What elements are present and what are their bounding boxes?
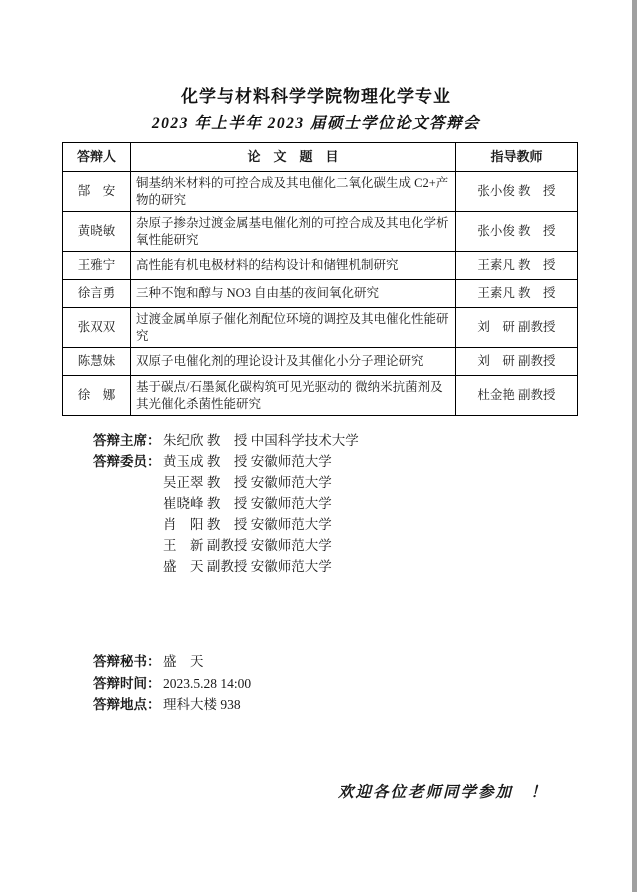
location-line: [93, 694, 251, 716]
member-value: 王 新 副教授 安徽师范大学: [163, 538, 332, 553]
location-value: 理科大楼 938: [163, 697, 241, 712]
header-defender: 答辩人: [63, 143, 131, 172]
advisor-name: 王素凡 教 授: [456, 280, 578, 308]
member-value: 黄玉成 教 授 安徽师范大学: [163, 454, 332, 469]
committee-section: [93, 430, 359, 577]
member-value: 崔晓峰 教 授 安徽师范大学: [163, 496, 332, 511]
secretary-value: 盛 天: [163, 654, 204, 669]
committee-member-line: [93, 535, 359, 556]
welcome-message: 欢迎各位老师同学参加 ！: [338, 784, 549, 801]
table-row: [63, 280, 578, 308]
committee-chair-line: [93, 430, 359, 451]
thesis-title: 过渡金属单原子催化剂配位环境的调控及其电催化性能研究: [131, 308, 456, 348]
thesis-title: 铜基纳米材料的可控合成及其电催化二氧化碳生成 C2+产物的研究: [131, 172, 456, 212]
committee-member-line: [93, 514, 359, 535]
thesis-title: 杂原子掺杂过渡金属基电催化剂的可控合成及其电化学析氧性能研究: [131, 212, 456, 252]
table-row: [63, 172, 578, 212]
table-row: [63, 376, 578, 416]
member-value: 肖 阳 教 授 安徽师范大学: [163, 517, 332, 532]
member-value: 吴正翠 教 授 安徽师范大学: [163, 475, 332, 490]
defender-name: 徐 娜: [63, 376, 131, 416]
thesis-title: 基于碳点/石墨氮化碳构筑可见光驱动的 微纳米抗菌剂及其光催化杀菌性能研究: [131, 376, 456, 416]
thesis-title: 三种不饱和醇与 NO3 自由基的夜间氧化研究: [131, 280, 456, 308]
secretary-line: [93, 651, 251, 673]
header-thesis-title: 论 文 题 目: [131, 143, 456, 172]
member-value: 盛 天 副教授 安徽师范大学: [163, 559, 332, 574]
table-row: [63, 212, 578, 252]
advisor-name: 刘 研 副教授: [456, 308, 578, 348]
advisor-name: 张小俊 教 授: [456, 212, 578, 252]
defender-name: 徐言勇: [63, 280, 131, 308]
time-value: 2023.5.28 14:00: [163, 675, 252, 691]
advisor-name: 杜金艳 副教授: [456, 376, 578, 416]
committee-member-line: [93, 493, 359, 514]
thesis-title: 高性能有机电极材料的结构设计和储锂机制研究: [131, 252, 456, 280]
page-subtitle: 2023 年上半年 2023 届硕士学位论文答辩会: [151, 115, 481, 132]
secretary-label: 答辩秘书：: [93, 654, 161, 669]
defense-info-section: [93, 651, 251, 716]
defender-name: 王雅宁: [63, 252, 131, 280]
advisor-name: 张小俊 教 授: [456, 172, 578, 212]
defender-name: 黄晓敏: [63, 212, 131, 252]
defender-name: 郜 安: [63, 172, 131, 212]
location-label: 答辩地点：: [93, 697, 161, 712]
time-label: 答辩时间：: [93, 675, 161, 691]
chair-label: 答辩主席：: [93, 433, 161, 448]
header-advisor: 指导教师: [456, 143, 578, 172]
committee-member-line: [93, 556, 359, 577]
advisor-name: 王素凡 教 授: [456, 252, 578, 280]
page-title: 化学与材料科学学院物理化学专业: [181, 87, 451, 106]
committee-member-line: [93, 472, 359, 493]
defender-name: 陈慧妹: [63, 348, 131, 376]
table-row: [63, 252, 578, 280]
members-label: 答辩委员：: [93, 454, 161, 469]
defense-table: [62, 142, 578, 416]
committee-member-line: [93, 451, 359, 472]
advisor-name: 刘 研 副教授: [456, 348, 578, 376]
time-line: [93, 673, 251, 695]
table-header-row: [63, 143, 578, 172]
thesis-title: 双原子电催化剂的理论设计及其催化小分子理论研究: [131, 348, 456, 376]
chair-value: 朱纪欣 教 授 中国科学技术大学: [163, 433, 359, 448]
table-row: [63, 348, 578, 376]
table-row: [63, 308, 578, 348]
defender-name: 张双双: [63, 308, 131, 348]
